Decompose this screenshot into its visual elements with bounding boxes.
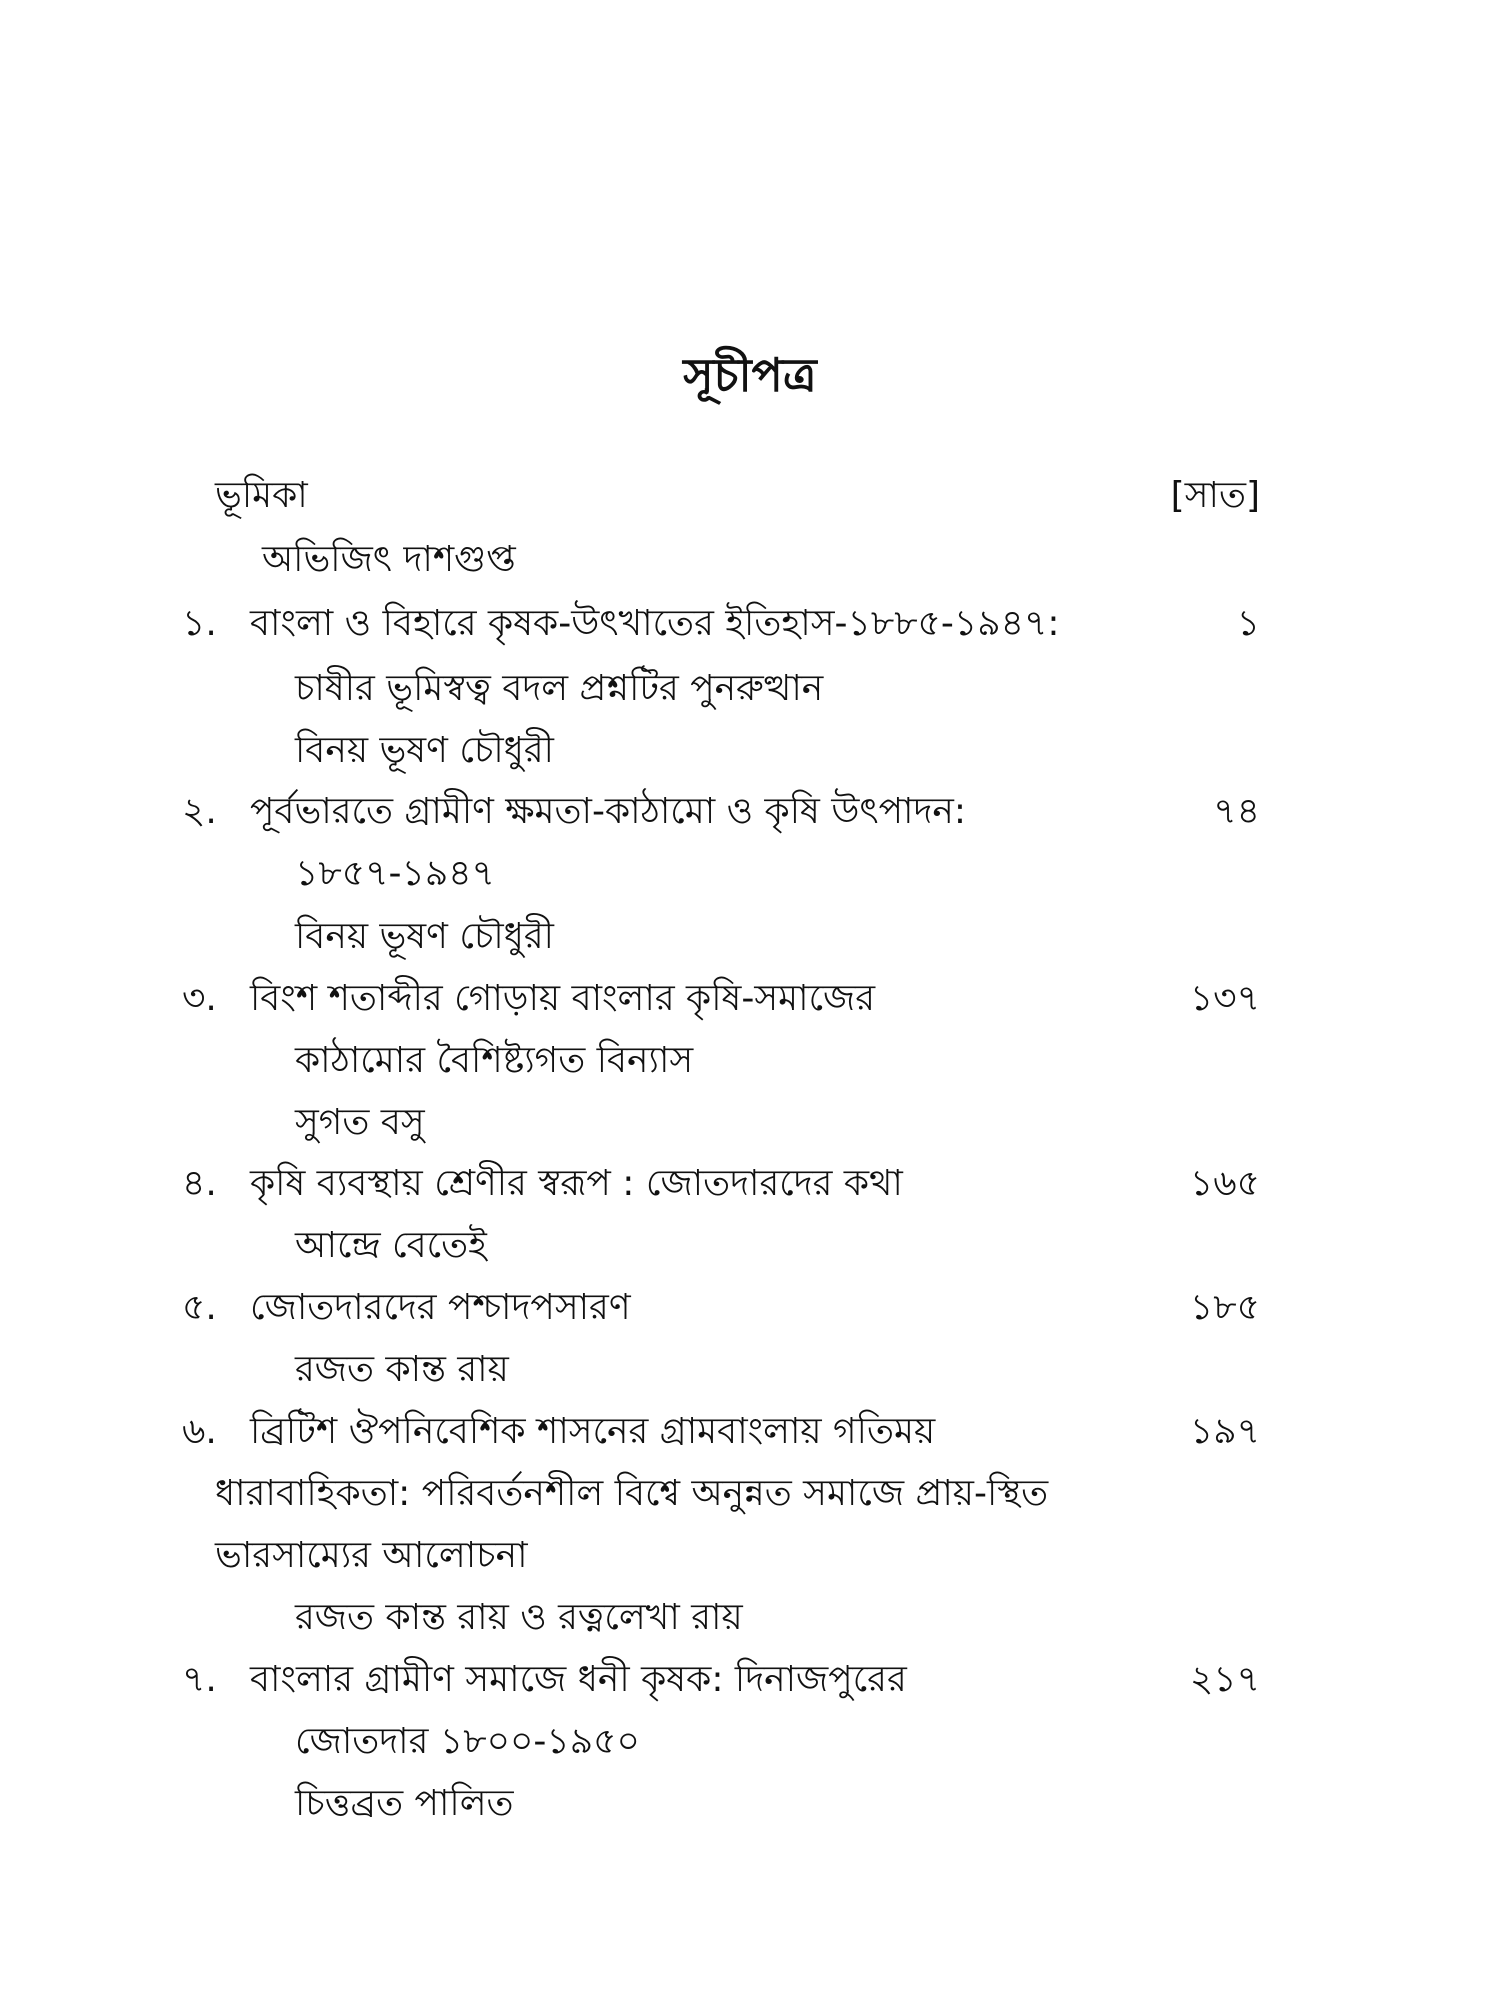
preface-page: [সাত] bbox=[1170, 475, 1260, 516]
entry-title-line: ধারাবাহিকতা: পরিবর্তনশীল বিশ্বে অনুন্নত সমাজে প্রায়-স্থিত bbox=[215, 1473, 1049, 1514]
entry-number: ২. bbox=[182, 791, 217, 832]
entry-author: রজত কান্ত রায় ও রত্নলেখা রায় bbox=[295, 1597, 743, 1638]
entry-title-line: পূর্বভারতে গ্রামীণ ক্ষমতা-কাঠামো ও কৃষি উৎপাদন: bbox=[250, 791, 967, 832]
entry-author: চিত্তব্রত পালিত bbox=[295, 1783, 514, 1824]
entry-title-line: জোতদারদের পশ্চাদপসারণ bbox=[250, 1287, 631, 1328]
entry-number: ৩. bbox=[182, 978, 217, 1019]
entry-title-line: বিংশ শতাব্দীর গোড়ায় বাংলার কৃষি-সমাজের bbox=[250, 978, 876, 1019]
entry-page: ১৮৫ bbox=[1189, 1287, 1260, 1328]
preface-author: অভিজিৎ দাশগুপ্ত bbox=[262, 539, 516, 580]
entry-author: রজত কান্ত রায় bbox=[295, 1349, 509, 1390]
entry-page: ২১৭ bbox=[1189, 1659, 1260, 1700]
page-title: সূচীপত্র bbox=[683, 348, 817, 402]
preface-label: ভূমিকা bbox=[215, 475, 308, 516]
entry-title-line: চাষীর ভূমিস্বত্ব বদল প্রশ্নটির পুনরুত্থান bbox=[295, 668, 824, 709]
entry-title-line: কাঠামোর বৈশিষ্ট্যগত বিন্যাস bbox=[295, 1040, 694, 1081]
entry-page: ১৬৫ bbox=[1189, 1163, 1260, 1204]
entry-title-line: ১৮৫৭-১৯৪৭ bbox=[295, 853, 495, 894]
entry-title-line: ভারসাম্যের আলোচনা bbox=[215, 1535, 528, 1576]
entry-number: ৪. bbox=[182, 1163, 217, 1204]
entry-page: ১ bbox=[1236, 603, 1260, 644]
entry-author: সুগত বসু bbox=[295, 1102, 425, 1143]
entry-number: ৬. bbox=[182, 1411, 217, 1452]
entry-title-line: কৃষি ব্যবস্থায় শ্রেণীর স্বরূপ : জোতদারদের কথা bbox=[250, 1163, 903, 1204]
entry-author: বিনয় ভূষণ চৌধুরী bbox=[295, 730, 554, 771]
entry-title-line: বাংলার গ্রামীণ সমাজে ধনী কৃষক: দিনাজপুরের bbox=[250, 1659, 907, 1700]
entry-number: ৭. bbox=[182, 1659, 217, 1700]
entry-title-line: বাংলা ও বিহারে কৃষক-উৎখাতের ইতিহাস-১৮৮৫-১৯৪৭: bbox=[250, 603, 1060, 644]
entry-page: ৭৪ bbox=[1213, 791, 1260, 832]
entry-author: আন্দ্রে বেতেই bbox=[295, 1225, 487, 1266]
entry-number: ১. bbox=[182, 603, 217, 644]
entry-author: বিনয় ভূষণ চৌধুরী bbox=[295, 916, 554, 957]
entry-page: ১৯৭ bbox=[1189, 1411, 1260, 1452]
entry-title-line: জোতদার ১৮০০-১৯৫০ bbox=[295, 1721, 640, 1762]
entry-page: ১৩৭ bbox=[1189, 978, 1260, 1019]
entry-title-line: ব্রিটিশ ঔপনিবেশিক শাসনের গ্রামবাংলায় গতিময় bbox=[250, 1411, 936, 1452]
entry-number: ৫. bbox=[182, 1287, 217, 1328]
